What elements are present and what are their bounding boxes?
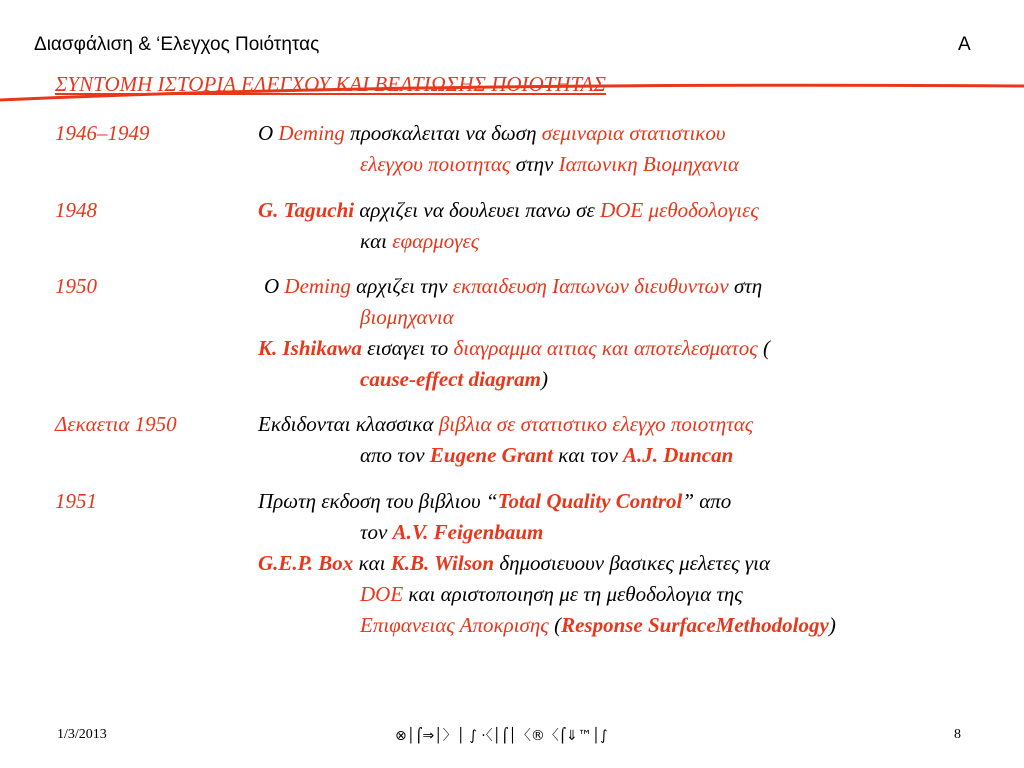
timeline-entry-1951-line5: Επιφανειας Αποκρισης (Response SurfaceMethodology) bbox=[360, 613, 836, 637]
timeline-entry-1948-line1: G. Taguchi αρχιζει να δουλευει πανω σε DOE μεθοδολογιες bbox=[258, 198, 759, 222]
footer-date: 1/3/2013 bbox=[57, 727, 107, 742]
timeline-entry-decade-line1: Εκδιδονται κλασσικα βιβλια σε στατιστικο ελεγχο ποιοτητας bbox=[258, 412, 754, 436]
slide-header-title: Διασφάλιση & ‘Ελεγχος Ποιότητας bbox=[34, 34, 320, 55]
timeline-entry-1950-line1: Ο Deming αρχιζει την εκπαιδευση Ιαπωνων διευθυντων στη bbox=[264, 274, 763, 298]
timeline-entry-1950-line3: K. Ishikawa εισαγει το διαγραμμα αιτιας και αποτελεσματος ( bbox=[258, 336, 770, 360]
footer-center-text: ⊗│⌠⇒│〉│ ∫ ·〈│⌠│〈®〈⌠⇓™│∫ bbox=[395, 728, 608, 744]
timeline-year-1950: 1950 bbox=[55, 274, 97, 298]
timeline-year-1948: 1948 bbox=[55, 198, 97, 222]
slide-subtitle: ΣΥΝΤΟΜΗ ΙΣΤΟΡΙΑ ΕΛΕΓΧΟΥ ΚΑΙ ΒΕΛΤΙΩΣΗΣ ΠΟΙΟΤΗΤΑΣ bbox=[55, 72, 606, 96]
timeline-entry-1951-line4: DOE και αριστοποιηση με τη μεθοδολογια της bbox=[360, 582, 743, 606]
timeline-year-1951: 1951 bbox=[55, 489, 97, 513]
timeline-entry-1951-line3: G.E.P. Box και K.B. Wilson δημοσιευουν βασικες μελετες για bbox=[258, 551, 771, 575]
timeline-year-decade-1950: Δεκαετια 1950 bbox=[55, 412, 177, 436]
timeline-year-1946: 1946–1949 bbox=[55, 121, 150, 145]
timeline-entry-1946-line2: ελεγχου ποιοτητας στην Ιαπωνικη Βιομηχανια bbox=[360, 152, 739, 176]
slide-number: 8 bbox=[954, 727, 961, 742]
timeline-entry-1948-line2: και εφαρμογες bbox=[360, 229, 480, 253]
slide-header-section: A bbox=[958, 34, 971, 55]
timeline-entry-1951-line1: Πρωτη εκδοση του βιβλιου “Total Quality Control” απο bbox=[258, 489, 732, 513]
timeline-entry-decade-line2: απο τον Eugene Grant και τον A.J. Duncan bbox=[360, 443, 734, 467]
timeline-entry-1950-line2: βιομηχανια bbox=[360, 305, 454, 329]
timeline-entry-1946-line1: Ο Deming προσκαλειται να δωση σεμιναρια στατιστικου bbox=[258, 121, 726, 145]
timeline-entry-1950-line4: cause-effect diagram) bbox=[360, 367, 548, 391]
timeline-entry-1951-line2: τον A.V. Feigenbaum bbox=[360, 520, 544, 544]
